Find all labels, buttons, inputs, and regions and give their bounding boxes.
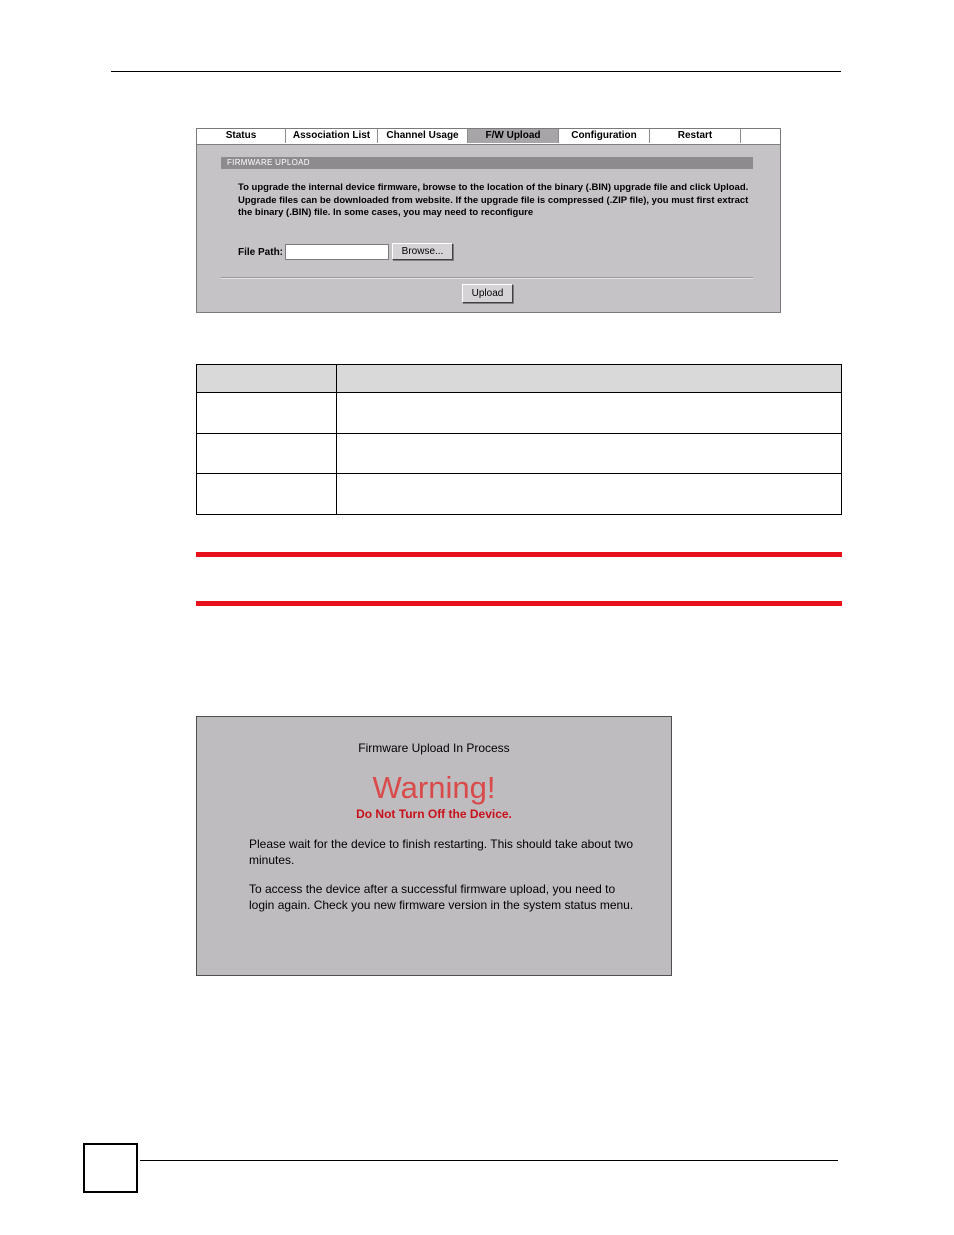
table-cell [337,474,842,515]
browse-button[interactable]: Browse... [392,243,453,260]
tab-channel-usage[interactable]: Channel Usage [378,129,468,143]
tab-association-list[interactable]: Association List [286,129,378,143]
firmware-upload-screenshot [196,128,781,313]
wait-message: Please wait for the device to finish restarting. This should take about two minutes. [249,837,633,867]
tab-configuration[interactable]: Configuration [559,129,650,143]
table-row [197,393,842,434]
tab-status[interactable]: Status [197,129,286,143]
table-cell [197,433,337,474]
upload-button[interactable]: Upload [462,284,513,303]
firmware-description: To upgrade the internal device firmware, browse to the location of the binary (.BIN) upgrade file and click Upload. Upgrade files can be downloaded from website. If the upgrade file is compressed (.ZIP file), you must first extract the binary (.BIN) file. In some cases, you may need to reconfigure [238,182,749,218]
table-row [197,433,842,474]
table-row [197,474,842,515]
page-footer-rule [140,1160,838,1161]
section-title-bar: FIRMWARE UPLOAD [221,157,753,169]
process-title: Firmware Upload In Process [358,741,510,755]
tab-f-w-upload[interactable]: F/W Upload [468,129,559,143]
table-header-cell [197,365,337,393]
table-header-row [197,365,842,393]
table-cell [197,474,337,515]
page-number-box [83,1143,138,1193]
note-bottom-rule [196,601,842,606]
tab-restart[interactable]: Restart [650,129,741,143]
page-header-rule [111,71,841,72]
note-top-rule [196,552,842,557]
upload-in-process-screenshot [196,716,672,976]
warning-heading: Warning! [372,770,496,805]
warning-subheading: Do Not Turn Off the Device. [356,807,512,821]
table-cell [197,393,337,434]
file-path-label: File Path: [238,247,284,258]
table-cell [337,393,842,434]
table-header-cell [337,365,842,393]
tab-bar [197,129,780,145]
login-message: To access the device after a successful firmware upload, you need to login again. Check you new firmware version in the system status menu. [249,882,634,912]
table-cell [337,433,842,474]
panel-divider [221,277,753,279]
file-path-input[interactable] [285,244,389,260]
field-description-table [196,364,842,515]
